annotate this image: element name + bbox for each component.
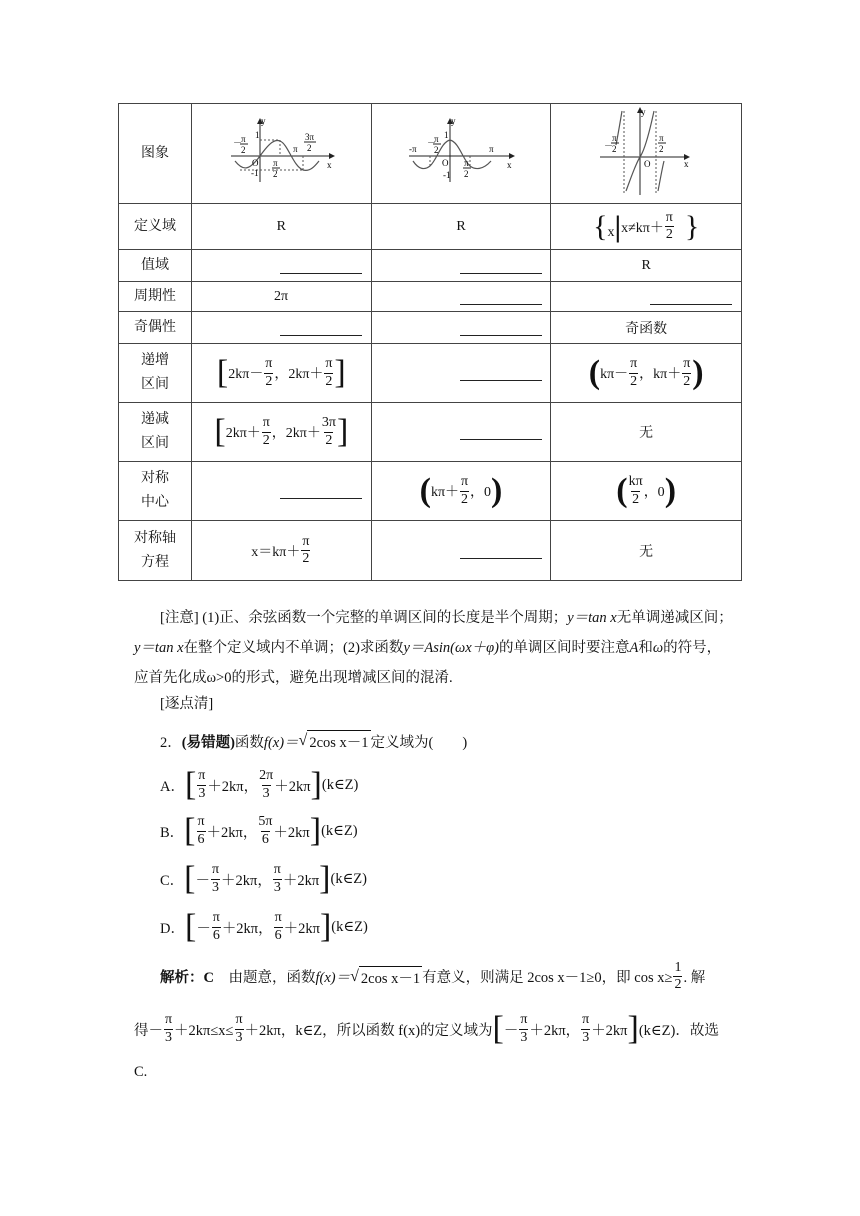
option-c[interactable]: C． [ － $\frac{\pi}{3}$ ＋2kπ， $\frac{\pi}{3}$ ＋2kπ ] (k∈Z) xyxy=(160,860,367,897)
question-text-a: 函数 xyxy=(234,734,264,751)
row-head-center xyxy=(119,462,192,521)
sin-graph xyxy=(225,116,337,186)
option-d-num1: π xyxy=(212,910,220,926)
row-head-range: 值域 xyxy=(119,250,192,282)
option-d-neg: － xyxy=(196,920,211,937)
tan-inc-b: ，kπ＋ xyxy=(639,367,682,382)
note-label: [注意] xyxy=(160,610,199,626)
analysis-l2-neg: － xyxy=(503,1022,519,1039)
sin-parity-blank xyxy=(192,312,372,344)
sin-increasing: [ 2kπ－ $\frac{\pi}{2}$ ，2kπ＋ $\frac{\pi}{2}$ ] xyxy=(192,344,372,403)
sin-npi2-den: 2 xyxy=(241,145,246,155)
sin-npi2-num: π xyxy=(241,134,246,144)
option-b-label: B． xyxy=(160,824,185,841)
sin-origin-label: O xyxy=(252,158,259,168)
option-d-num2: π xyxy=(274,910,282,926)
analysis-line-1 xyxy=(160,960,705,993)
tan-pi2-num: π xyxy=(659,133,664,143)
analysis-l2-den3: 3 xyxy=(520,1029,528,1045)
tan-center: ( $\frac{k\pi}{2}$ ，0 ) xyxy=(551,462,742,521)
analysis-l1-num: 1 xyxy=(674,960,682,975)
sin-axis xyxy=(192,521,372,581)
note-text-b: y＝tan x xyxy=(567,610,617,626)
sin-neg-one-label: -1 xyxy=(251,168,259,178)
row-head-axis-a: 对称轴 xyxy=(134,530,176,546)
tan-parity: 奇函数 xyxy=(551,312,742,344)
tan-center-num: kπ xyxy=(628,474,643,490)
option-c-tail: (k∈Z) xyxy=(330,870,367,887)
sin-domain: R xyxy=(192,204,372,250)
tan-period-blank xyxy=(551,282,742,312)
option-c-num1: π xyxy=(211,862,220,878)
cos-neg-pi-label: -π xyxy=(408,144,417,154)
option-c-rest2: ＋2kπ xyxy=(282,872,320,889)
analysis-label: 解析：C xyxy=(160,970,214,987)
sin-dec-num1: π xyxy=(262,415,270,431)
analysis-l2-den4: 3 xyxy=(582,1029,590,1045)
cos-npi2-den: 2 xyxy=(433,145,439,155)
option-d-rest2: ＋2kπ xyxy=(283,920,320,937)
question-stem xyxy=(160,730,467,752)
analysis-l2-num4: π xyxy=(582,1012,590,1028)
cos-one-label: 1 xyxy=(443,130,449,140)
note-paragraph xyxy=(134,603,734,693)
note-text-j: ω xyxy=(652,640,664,656)
option-b[interactable]: B． [ $\frac{\pi}{6}$ ＋2kπ， $\frac{5\pi}{6}$ ＋2kπ ] (k∈Z) xyxy=(160,812,358,849)
tan-inc-a: kπ－ xyxy=(600,367,629,382)
cos-pi2-den: 2 xyxy=(463,169,469,179)
question-radicand: 2cos x－1 xyxy=(307,730,370,752)
row-head-parity: 奇偶性 xyxy=(119,312,192,344)
note-text-h: A xyxy=(629,640,639,656)
analysis-l1-c: . 解 xyxy=(683,970,706,987)
question-tag: (易错题) xyxy=(181,734,235,751)
tan-center-den: 2 xyxy=(632,491,640,507)
option-c-num2: π xyxy=(273,862,281,878)
tan-domain-x: x xyxy=(607,225,615,241)
sin-3pi2-num: 3π xyxy=(305,132,315,142)
option-a-tail: (k∈Z) xyxy=(321,776,359,793)
cos-center-den: 2 xyxy=(461,491,469,507)
cos-graph-cell xyxy=(371,104,551,204)
option-a[interactable]: A． [ $\frac{\pi}{3}$ ＋2kπ， $\frac{2\pi}{3}$ ＋2kπ ] (k∈Z) xyxy=(160,766,359,803)
sin-pi2-num: π xyxy=(273,158,278,168)
tan-inc-num2: π xyxy=(683,356,691,372)
tan-domain-num: π xyxy=(665,209,673,225)
option-b-rest1: ＋2kπ， xyxy=(206,824,258,841)
tan-x-label: x xyxy=(684,159,689,169)
option-d-den2: 6 xyxy=(274,927,282,943)
analysis-l1-b: 有意义，则满足 2cos x－1≥0，即 cos x≥ xyxy=(422,970,673,987)
option-d-rest1: ＋2kπ， xyxy=(221,920,273,937)
row-head-increasing-b: 区间 xyxy=(141,377,169,392)
sin-dec-num2: 3π xyxy=(321,415,336,431)
row-head-period: 周期性 xyxy=(119,282,192,312)
analysis-line-3: C. xyxy=(134,1064,148,1080)
analysis-l2-den2: 3 xyxy=(235,1029,243,1045)
sin-3pi2-den: 2 xyxy=(307,143,312,153)
row-head-axis-b: 方程 xyxy=(141,554,169,570)
tan-inc-den1: 2 xyxy=(630,373,638,389)
cos-center-a: kπ＋ xyxy=(430,485,460,500)
sin-range-blank xyxy=(192,250,372,282)
note-text-e: 在整个定义域内不单调；(2)求函数 xyxy=(183,640,404,656)
cos-minus: － xyxy=(426,138,436,148)
tan-domain: { x | x≠kπ＋ $\frac{\pi}{2}$ } xyxy=(551,204,742,250)
row-head-increasing-a: 递增 xyxy=(141,353,169,369)
sin-pi2-den: 2 xyxy=(273,169,278,179)
tan-range: R xyxy=(551,250,742,282)
note-text-g: 的单调区间时要注意 xyxy=(499,640,630,656)
analysis-l2-a: 得－ xyxy=(134,1022,163,1039)
analysis-l2-num1: π xyxy=(164,1012,173,1028)
tan-domain-cond: x≠kπ＋ xyxy=(621,220,664,236)
cos-range-blank xyxy=(371,250,551,282)
cos-decreasing-blank xyxy=(371,403,551,462)
analysis-l2-b: ＋2kπ≤x≤ xyxy=(174,1022,234,1039)
analysis-l1-radicand: 2cos x－1 xyxy=(359,966,422,988)
question-fx: f(x)＝ xyxy=(263,734,299,751)
cos-y-label: y xyxy=(450,116,456,126)
row-head-axis xyxy=(119,521,192,581)
sin-y-label: y xyxy=(261,116,266,126)
option-a-num1: π xyxy=(198,768,206,784)
option-b-num2: 5π xyxy=(258,814,273,830)
tan-graph xyxy=(596,105,696,197)
sin-center-blank xyxy=(192,462,372,521)
cos-domain: R xyxy=(371,204,551,250)
option-d-tail: (k∈Z) xyxy=(331,918,368,935)
note-text-k: 的符号，应首先化成ω>0的形式，避免出现增减区间的混淆. xyxy=(134,640,722,686)
analysis-l2-c: ＋2kπ，k∈Z，所以函数 f(x)的定义域为 xyxy=(244,1022,493,1039)
sin-dec-den2: 2 xyxy=(325,432,333,448)
question-number: 2． xyxy=(160,734,182,751)
cos-pi-label: π xyxy=(488,144,494,154)
sin-decreasing: [ 2kπ＋ $\frac{\pi}{2}$ ，2kπ＋ $\frac{3\pi}{2}$ ] xyxy=(192,403,372,462)
sqrt-sign: √ xyxy=(298,732,308,749)
sin-minus: － xyxy=(233,138,243,148)
tan-origin-label: O xyxy=(644,159,651,169)
analysis-l1-a: 由题意，函数 xyxy=(228,970,316,987)
row-head-center-a: 对称 xyxy=(141,471,169,487)
option-b-den1: 6 xyxy=(197,831,205,847)
question-text-b: 定义域为( ) xyxy=(370,734,468,751)
cos-graph xyxy=(405,116,517,186)
tan-decreasing: 无 xyxy=(551,403,742,462)
option-a-label: A． xyxy=(160,778,185,795)
cos-pi2-num: π xyxy=(463,158,469,168)
analysis-l1-den: 2 xyxy=(674,977,682,993)
note-text-f: y＝Asin(ωx＋φ) xyxy=(403,640,500,656)
option-a-num2: 2π xyxy=(259,768,274,784)
option-a-rest2: ＋2kπ xyxy=(274,778,311,795)
cos-x-label: x xyxy=(506,160,512,170)
sin-axis-num: π xyxy=(302,533,310,549)
option-b-tail: (k∈Z) xyxy=(321,822,358,839)
analysis-l2-num3: π xyxy=(520,1012,528,1028)
sin-inc-num1: π xyxy=(265,356,273,372)
option-c-neg: － xyxy=(195,872,210,889)
option-c-den2: 3 xyxy=(273,879,281,895)
sin-dec-den1: 2 xyxy=(262,432,270,448)
option-c-rest1: ＋2kπ， xyxy=(221,872,272,889)
note-text-c: 无单调递减区间； xyxy=(616,610,733,626)
analysis-l2-num2: π xyxy=(235,1012,243,1028)
tan-inc-num1: π xyxy=(630,356,638,372)
tan-pi2-den: 2 xyxy=(659,144,664,154)
sin-inc-den1: 2 xyxy=(265,373,273,389)
option-c-label: C． xyxy=(160,872,185,889)
tan-minus: － xyxy=(604,141,614,151)
tan-domain-den: 2 xyxy=(665,227,673,242)
row-head-decreasing xyxy=(119,403,192,462)
analysis-l2-den1: 3 xyxy=(165,1029,172,1045)
trig-properties-table xyxy=(118,103,742,581)
sin-inc-num2: π xyxy=(325,356,333,372)
tan-center-b: ，0 xyxy=(643,485,665,500)
cos-parity-blank xyxy=(371,312,551,344)
analysis-line-2: 得－ $\frac{\pi}{3}$ ＋2kπ≤x≤ $\frac{\pi}{3}$ ＋2kπ，k∈Z，所以函数 f(x)的定义域为 [ － $\frac{\pi}{3}$ ＋2kπ， $\frac{\pi}{3}$ ＋2kπ ] (k∈Z)．故选 xyxy=(134,1010,719,1047)
analysis-l1-fx: f(x)＝ xyxy=(315,970,351,987)
cos-axis-blank xyxy=(371,521,551,581)
sin-one-label: 1 xyxy=(255,130,260,140)
analysis-l2-d: ＋2kπ， xyxy=(529,1022,581,1039)
cos-center-num: π xyxy=(460,474,469,490)
row-head-decreasing-a: 递减 xyxy=(141,412,169,428)
row-head-graph: 图象 xyxy=(119,104,192,204)
cos-increasing-blank xyxy=(371,344,551,403)
cos-period-blank xyxy=(371,282,551,312)
option-b-rest2: ＋2kπ xyxy=(273,824,310,841)
cos-npi2-num: π xyxy=(433,134,439,144)
option-d-label: D． xyxy=(160,920,185,937)
option-b-den2: 6 xyxy=(261,831,269,847)
note-text-a: (1)正、余弦函数一个完整的单调区间的长度是半个周期； xyxy=(202,610,568,626)
cos-origin-label: O xyxy=(441,158,449,168)
cos-neg-one-label: -1 xyxy=(442,170,451,180)
option-c-den1: 3 xyxy=(212,879,219,895)
row-head-increasing xyxy=(119,344,192,403)
tan-increasing: ( kπ－ $\frac{\pi}{2}$ ，kπ＋ $\frac{\pi}{2}$ ) xyxy=(551,344,742,403)
tan-axis: 无 xyxy=(551,521,742,581)
row-head-decreasing-b: 区间 xyxy=(141,436,169,451)
sin-period: 2π xyxy=(192,282,372,312)
sin-axis-den: 2 xyxy=(302,551,310,566)
tan-y-label: y xyxy=(641,107,646,117)
row-head-domain: 定义域 xyxy=(119,204,192,250)
tan-graph-cell xyxy=(551,104,742,204)
analysis-l2-f: (k∈Z)．故选 xyxy=(638,1022,719,1039)
sin-inc-den2: 2 xyxy=(325,373,333,389)
option-a-den2: 3 xyxy=(262,785,270,801)
tan-npi2-den: 2 xyxy=(612,144,617,154)
tan-inc-den2: 2 xyxy=(683,373,691,389)
sin-x-label: x xyxy=(327,160,332,170)
option-d[interactable]: D． [ － $\frac{\pi}{6}$ ＋2kπ， $\frac{\pi}{6}$ ＋2kπ ] (k∈Z) xyxy=(160,908,368,945)
note-text-i: 和 xyxy=(638,640,653,656)
sin-inc-a: 2kπ－ xyxy=(228,367,264,382)
note-text-d: y＝tan x xyxy=(134,640,184,656)
option-a-den1: 3 xyxy=(198,785,206,801)
cos-center: ( kπ＋ $\frac{\pi}{2}$ ，0 ) xyxy=(371,462,551,521)
option-b-num1: π xyxy=(197,814,205,830)
row-head-center-b: 中心 xyxy=(141,495,169,510)
cos-center-b: ，0 xyxy=(470,485,492,500)
section-label: [逐点清] xyxy=(160,696,214,712)
analysis-sqrt-sign: √ xyxy=(350,967,359,985)
sin-axis-a: x＝kπ＋ xyxy=(251,544,301,560)
sin-pi-label: π xyxy=(293,144,298,154)
tan-npi2-num: π xyxy=(612,133,617,143)
option-d-den1: 6 xyxy=(212,927,220,943)
sin-dec-b: ，2kπ＋ xyxy=(271,426,321,441)
sin-graph-cell xyxy=(192,104,372,204)
analysis-l2-e: ＋2kπ xyxy=(591,1022,628,1039)
sin-dec-a: 2kπ＋ xyxy=(225,426,261,441)
option-a-rest1: ＋2kπ， xyxy=(207,778,259,795)
sin-inc-b: ，2kπ＋ xyxy=(274,367,324,382)
